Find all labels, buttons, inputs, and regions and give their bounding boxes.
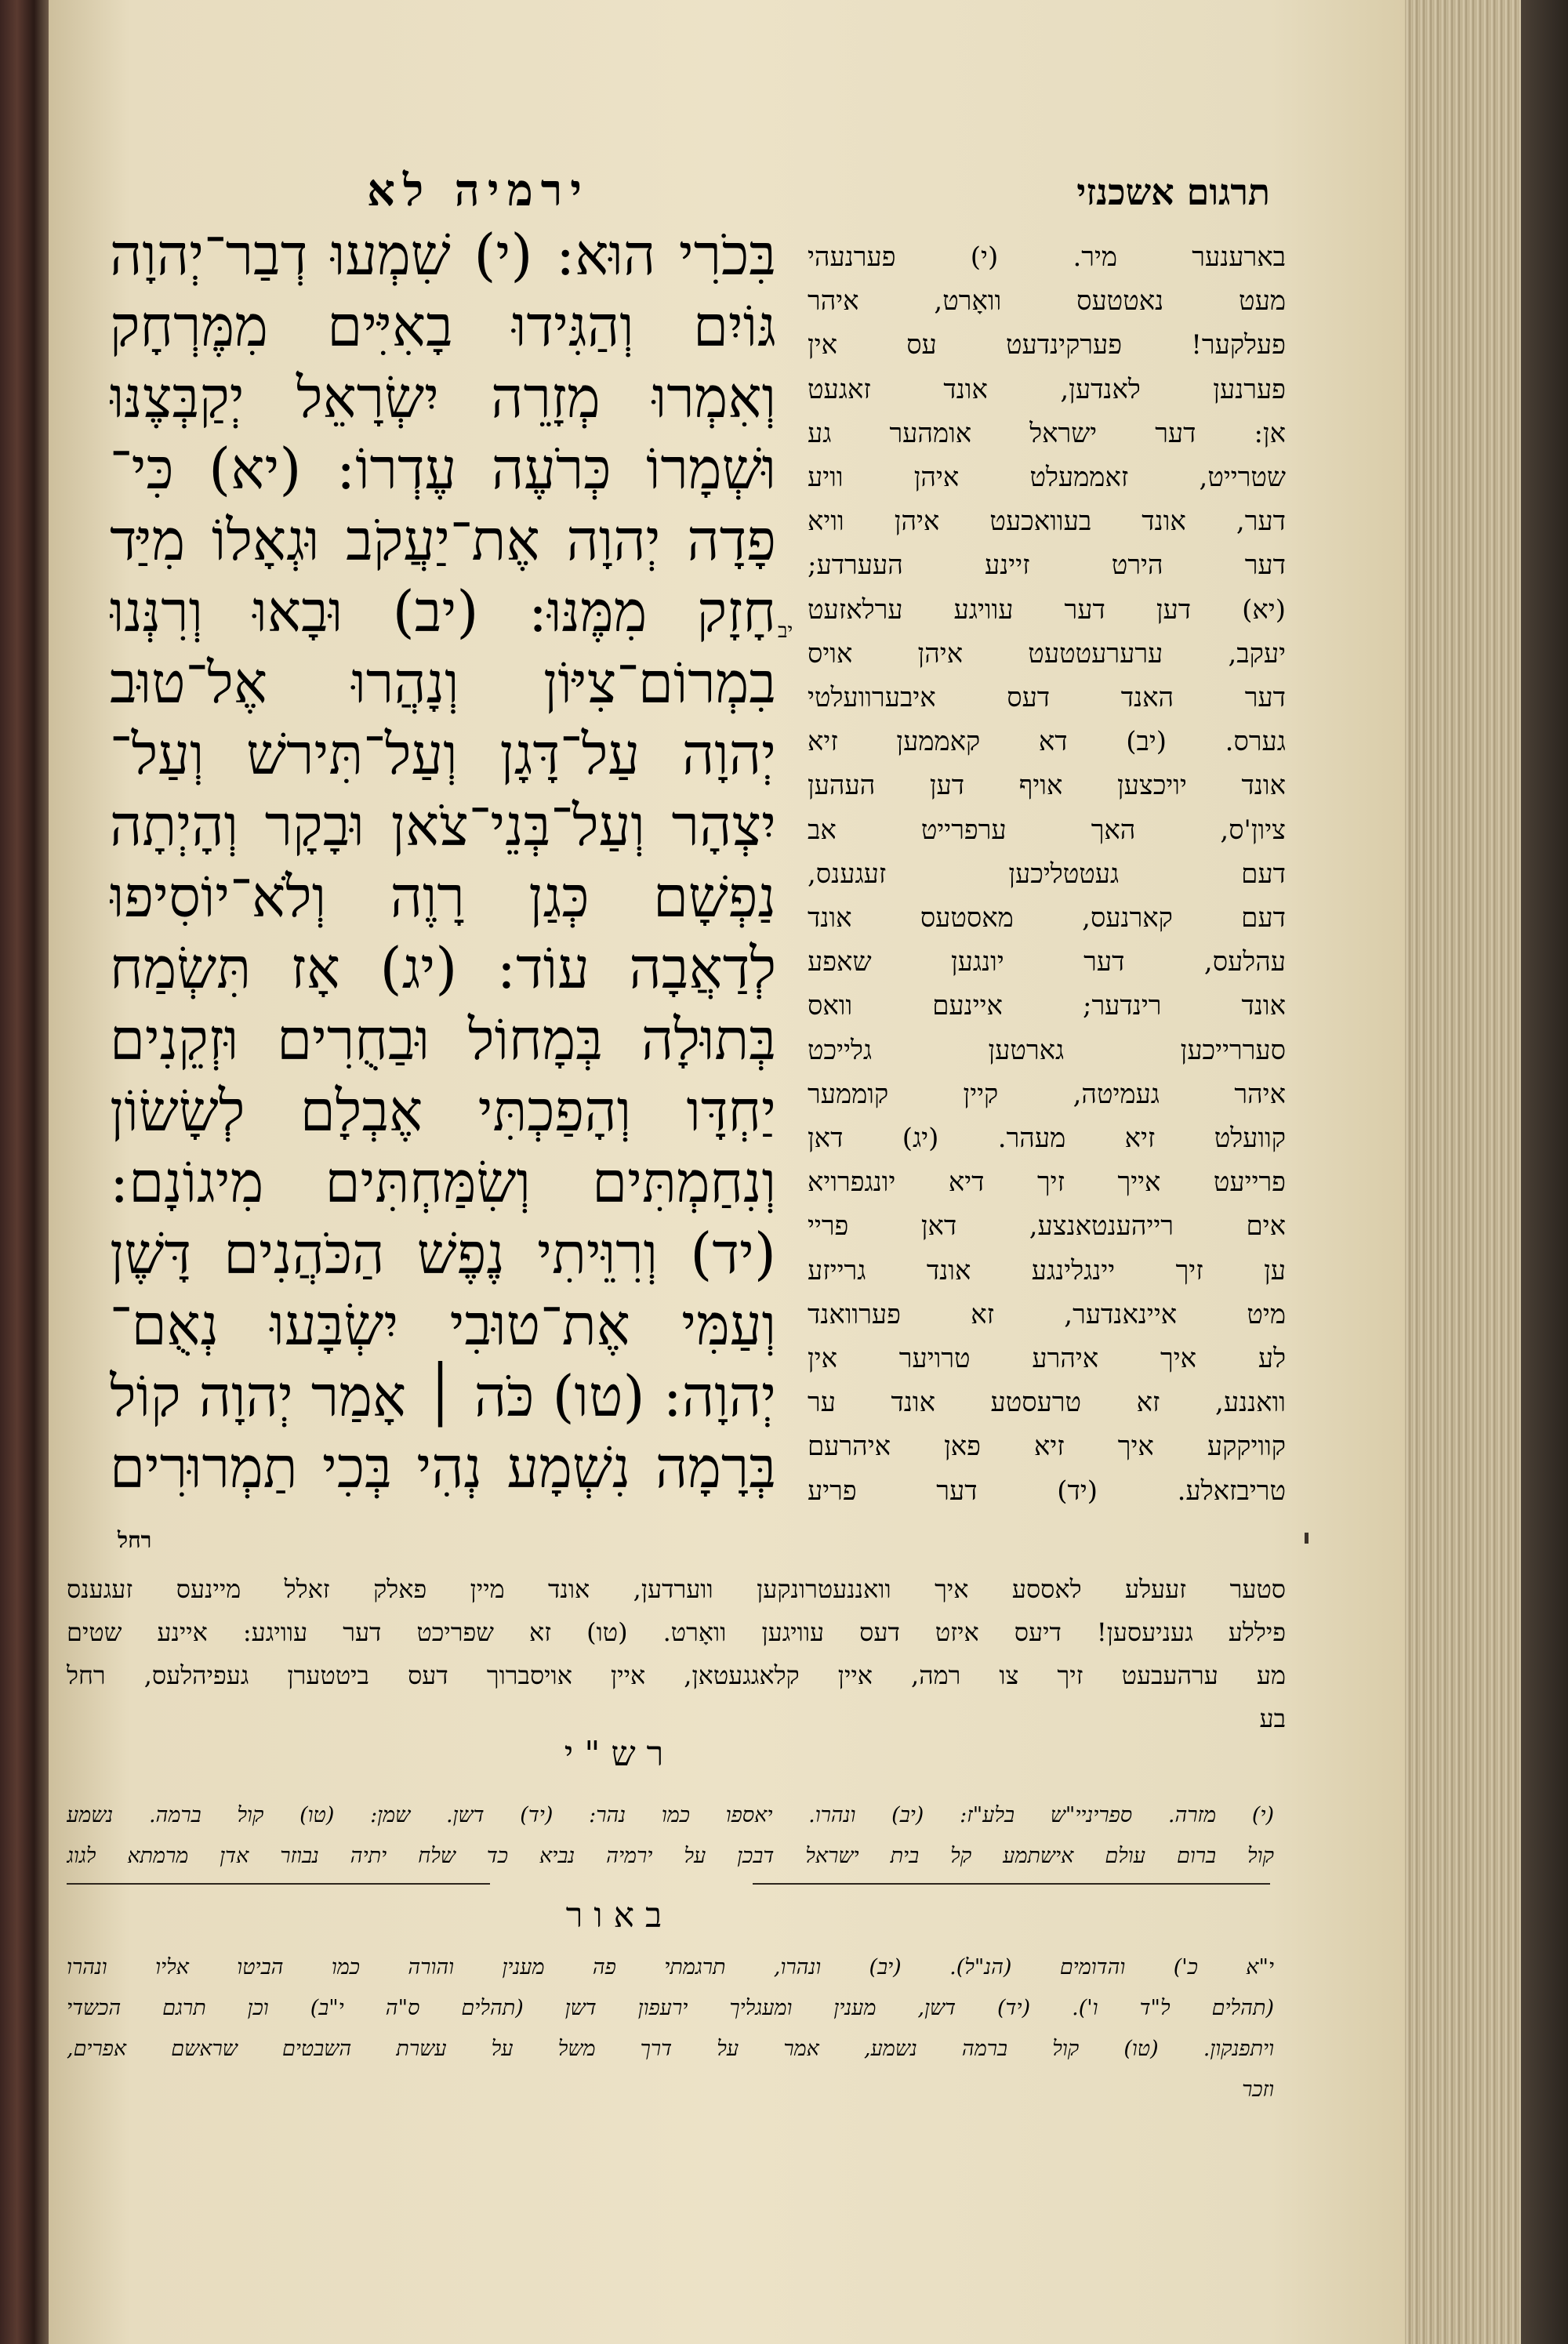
yiddish-line: עהלעס, דער יונגען שאפע — [808, 946, 1286, 978]
yiddish-line: אן: דער ישראל אומהער גע — [808, 417, 1286, 449]
hebrew-line: יְהוָה: (טו) כֹּה ׀ אָמַר יְהוָה קוֹל — [110, 1363, 776, 1429]
yiddish-line: גערס. (יב) דא קאממען זיא — [808, 726, 1286, 758]
yiddish-line: יעקב, ערערעטטעט איהן אויס — [808, 637, 1286, 669]
yiddish-line: (יא) דען דער עוויגע ערלאזעט — [808, 593, 1286, 626]
yiddish-line: פערנען לאנדען, אונד זאגעט — [808, 373, 1286, 405]
hebrew-line: וּשְׁמָרוֹ כְּרֹעֶה עֶדְרוֹ: (יא) כִּי־ — [110, 436, 776, 502]
biur-commentary — [67, 1947, 1274, 2110]
yiddish-full-line: סטער זעעלע לאססע איך וואננעטרונקען ווערדען, אונד מיין פאלק זאלל מיינעס זעגענס — [67, 1574, 1286, 1604]
yiddish-translation-column — [808, 235, 1286, 1513]
hebrew-line: חָזָק מִמֶּנּוּ: (יב) וּבָאוּ וְרִנְּנוּ — [110, 579, 776, 644]
yiddish-line: דער האנד דעס איבערוועלטי — [808, 682, 1286, 714]
hebrew-line: פָדָה יְהוָה אֶת־יַעֲקֹב וּגְאָלוֹ מִיַּד — [110, 507, 776, 573]
hebrew-line: לְדַאֲבָה עוֹד: (יג) אָז תִּשְׂמַח — [110, 935, 776, 1001]
yiddish-line: איהר געמיטה, קיין קוממער — [808, 1078, 1286, 1110]
yiddish-line: אים רייהענטאנצע, דאן פריי — [808, 1210, 1286, 1243]
hebrew-line: וְנִחַמְתִּים וְשִׂמַּחְתִּים מִיגוֹנָם: — [110, 1149, 776, 1215]
yiddish-line: מיט איינאנדער, זא פערוואנד — [808, 1298, 1286, 1330]
yiddish-line: וואננע, זא טרעסטע אונד ער — [808, 1387, 1286, 1419]
yiddish-line: ען זיך יינגלינגע אונד גרייזע — [808, 1254, 1286, 1286]
yiddish-line: אונד רינדער; איינעם וואס — [808, 990, 1286, 1022]
margin-dot — [1305, 1533, 1308, 1544]
yiddish-line: פרייעט אייך זיך דיא יונגפרויא — [808, 1167, 1286, 1199]
biur-line: ויתפנקון. (טו) קול ברמה נשמע, אמר על דרך משל על עשרת השבטים שראשם אפרים, — [67, 2037, 1274, 2061]
yiddish-full-width-text — [67, 1568, 1286, 1740]
yiddish-full-line: מע ערהעבעט זיך צו רמה, איין קלאגגעטאן, איין אויסברוך דעס ביטטערן געפיהלעס, רחל — [67, 1660, 1286, 1690]
yiddish-line: מעט נאטטעס וואָרט, איהר — [808, 285, 1286, 317]
book-binding — [0, 0, 49, 2344]
rashi-title: רש"י — [564, 1734, 675, 1774]
yiddish-line: דער, אונד בעוואכעט איהן וויא — [808, 506, 1286, 538]
yiddish-line: פעלקער! פערקינדעט עס אין — [808, 329, 1286, 361]
hebrew-line: בְּרָמָה נִשְׁמָע נְהִי בְּכִי תַמְרוּרִים — [110, 1435, 776, 1500]
biur-catchword: וזכר — [1242, 2077, 1274, 2102]
yiddish-line: קוועלט זיא מעהר. (יג) דאן — [808, 1123, 1286, 1155]
divider-rule-left — [67, 1883, 490, 1885]
yiddish-line: סעררייכען גארטען גלייכט — [808, 1034, 1286, 1066]
hebrew-line: יַחְדָּו וְהָפַכְתִּי אֶבְלָם לְשָׂשׂוֹן — [110, 1078, 776, 1144]
rashi-line: (י) מזרה. ספריניי"ש בלע"ז: (יב) ונהרו. יאספו כמו נהר: (יד) דשן. שמן: (טו) קול ברמה. נשמע — [67, 1803, 1274, 1827]
yiddish-line: דער הירט זיינע העערדע; — [808, 550, 1286, 582]
hebrew-line: בִּכֹרִי הוּא: (י) שִׁמְעוּ דְבַר־יְהוָה — [110, 222, 776, 288]
yiddish-line: דעם קארנעס, מאסטעס אונד — [808, 902, 1286, 934]
hebrew-line: בְּתוּלָה בְּמָחוֹל וּבַחֻרִים וּזְקֵנִים — [110, 1007, 776, 1072]
hebrew-line: נַפְשָׁם כְּגַן רָוֶה וְלֹא־יוֹסִיפוּ — [110, 864, 776, 930]
yiddish-line: ציון'ס, האך ערפרייט אב — [808, 814, 1286, 846]
yiddish-line: אונד יויכצען אויף דען העהען — [808, 770, 1286, 802]
margin-verse-mark: יב — [778, 619, 793, 643]
yiddish-line: דעם געטטליכען זעגענס, — [808, 858, 1286, 890]
biur-line: י"א כ') והדומים (הנ"ל). (יב) ונהרו, תרגמתי פה מענין והורה כמו הביטו אליו ונהרו — [67, 1955, 1274, 1979]
divider-rule-right — [753, 1883, 1270, 1885]
hebrew-line: גּוֹיִם וְהַגִּידוּ בָאִיִּים מִמֶּרְחָק — [110, 293, 776, 359]
hebrew-line: (יד) וְרִוֵּיתִי נֶפֶשׁ הַכֹּהֲנִים דָּשֶׁן — [110, 1221, 776, 1286]
page-edges — [1405, 0, 1568, 2344]
hebrew-line: וְאִמְרוּ מְזָרֵה יִשְׂרָאֵל יְקַבְּצֶנּוּ — [110, 365, 776, 430]
biur-title: באור — [565, 1896, 673, 1936]
catchword: רחל — [118, 1527, 152, 1553]
hebrew-text-column — [110, 220, 776, 1504]
yiddish-line: טריבזאלע. (יד) דער פריע — [808, 1475, 1286, 1507]
yiddish-catchword: בע — [1259, 1704, 1286, 1733]
yiddish-full-line: פיללע געניעסען! דיעס איזט דעס עוויגען וואָרט. (טו) זא שפריכט דער עוויגע: איינע שטים — [67, 1617, 1286, 1647]
yiddish-line: לע איך איהרע טרויער אין — [808, 1343, 1286, 1375]
running-header-right: תרגום אשכנזי — [1076, 171, 1270, 213]
running-header-left: ירמיה לא — [367, 165, 590, 216]
hebrew-line: יְהוָה עַל־דָּגָן וְעַל־תִּירשׁ וְעַל־ — [110, 721, 776, 787]
yiddish-line: קוויקקע איך זיא פאן איהרעם — [808, 1431, 1286, 1463]
rashi-line: קול ברום עולם אישתמע קל בית ישראל דבכן על ירמיה נביא כד שלח יתיה נבוזר אדן מרמתא לגוג — [67, 1844, 1274, 1868]
biur-line: (תהלים ל"ד ו'). (יד) דשן, מענין ומעגליך ירעפון דשן (תהלים ס"ה י"ב) וכן תרגם הכשדי — [67, 1996, 1274, 2020]
yiddish-line: בארענער מיר. (י) פערנעהי — [808, 241, 1286, 273]
yiddish-line: שטרייט, זאממעלט איהן וויע — [808, 462, 1286, 494]
rashi-commentary — [67, 1795, 1274, 1877]
hebrew-line: בִמְרוֹם־צִיּוֹן וְנָהֲרוּ אֶל־טוּב — [110, 650, 776, 716]
hebrew-line: יִצְהָר וְעַל־בְּנֵי־צֹאן וּבָקָר וְהָיְתָה — [110, 793, 776, 858]
hebrew-line: וְעַמִּי אֶת־טוּבִי יִשְׂבָּעוּ נְאֻם־ — [110, 1292, 776, 1358]
